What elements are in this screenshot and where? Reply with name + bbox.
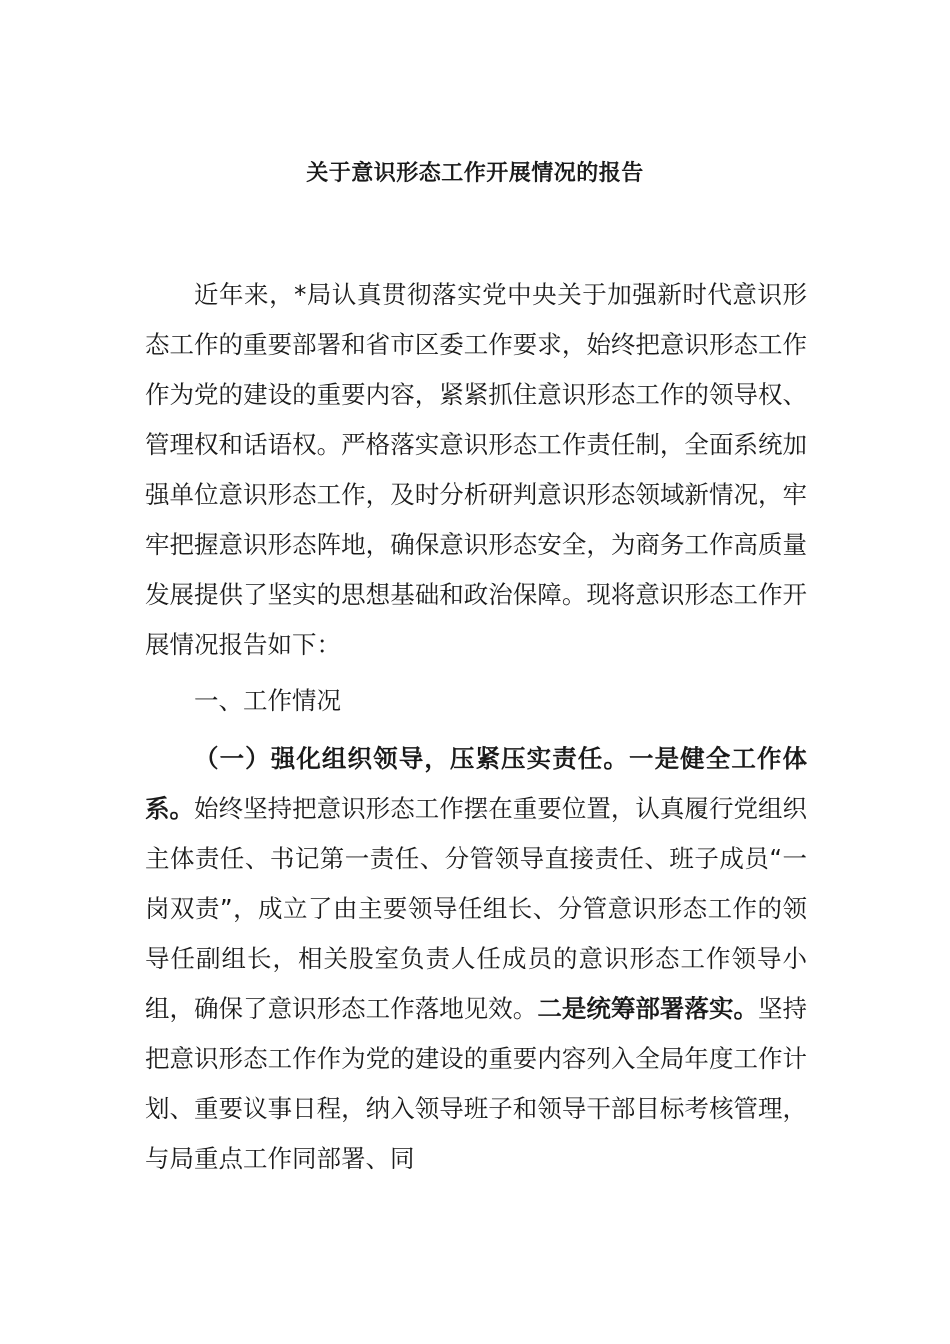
section-heading-work-status: 一、工作情况 <box>194 686 341 715</box>
document-title: 关于意识形态工作开展情况的报告 <box>306 161 644 186</box>
intro-paragraph: 近年来，*局认真贯彻落实党中央关于加强新时代意识形态工作的重要部署和省市区委工作要求，始终把意识形态工作作为党的建设的重要内容，紧紧抓住意识形态工作的领导权、管理权和话语权。严格落实意识形态工作责任制，全面系统加强单位意识形态工作，及时分析研判意识形态领域新情况，牢牢把握意识形态阵地，确保意识形态安全，为商务工作高质量发展提供了坚实的思想基础和政治保障。现将意识形态工作开展情况报告如下： <box>145 280 807 659</box>
item2-text: 坚持把意识形态工作作为党的建设的重要内容列入全局年度工作计划、重要议事日程，纳入领导班子和领导干部目标考核管理，与局重点工作同部署、同 <box>145 994 808 1173</box>
item2-heading: 二是统筹部署落实。 <box>537 994 758 1023</box>
item1-heading: 一是健全工作体系。 <box>145 744 808 823</box>
subsection-lead: （一）强化组织领导，压紧压实责任。 <box>194 744 629 773</box>
subsection-paragraph-organization <box>145 734 807 1184</box>
item1-text: 始终坚持把意识形态工作摆在重要位置，认真履行党组织主体责任、书记第一责任、分管领导直接责任、班子成员“一岗双责”，成立了由主要领导任组长、分管意识形态工作的领导任副组长，相关股室负责人任成员的意识形态工作领导小组，确保了意识形态工作落地见效。 <box>145 794 808 1023</box>
